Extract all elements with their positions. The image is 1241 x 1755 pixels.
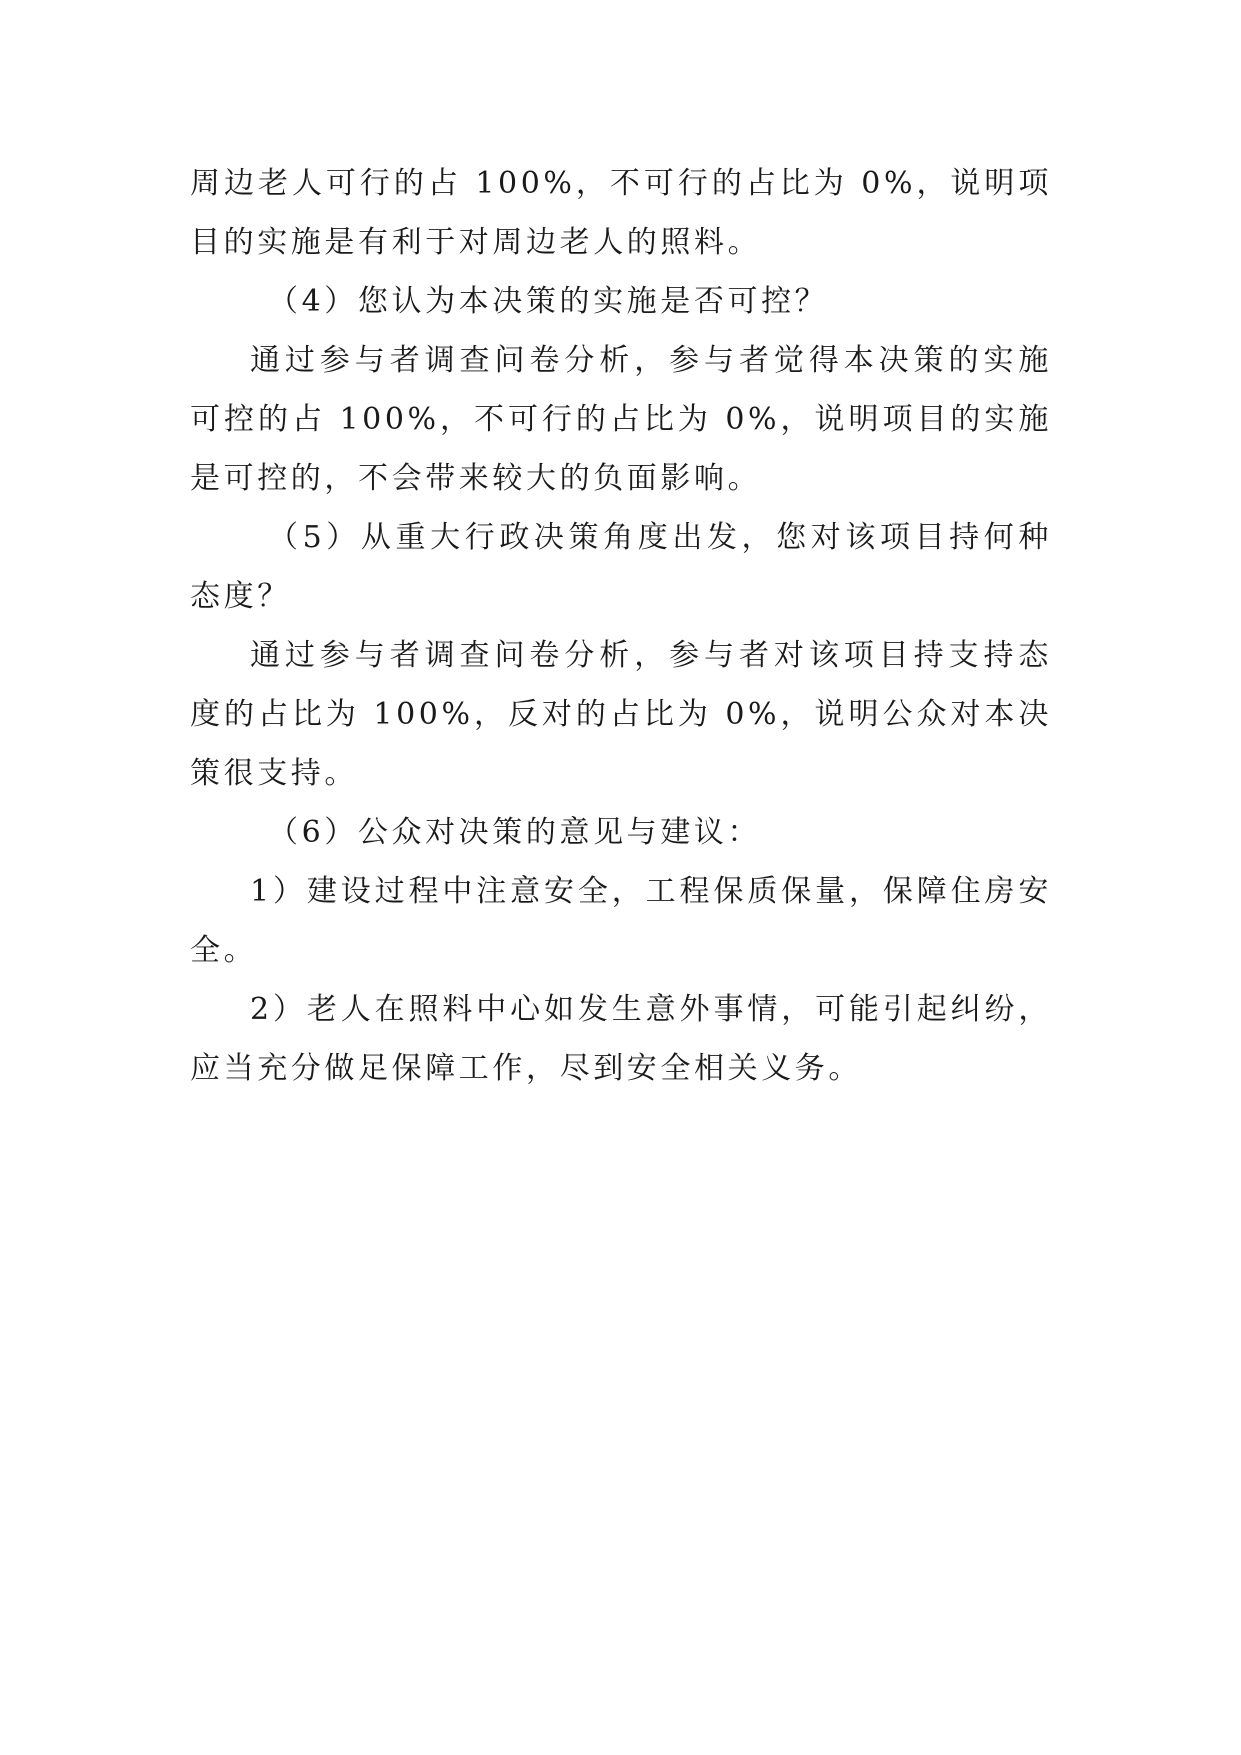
document-body xyxy=(190,154,1052,1098)
paragraph-result-care: 周边老人可行的占 100%，不可行的占比为 0%，说明项目的实施是有利于对周边老人的照料。 xyxy=(190,166,1052,260)
paragraph-result-support: 通过参与者调查问卷分析，参与者对该项目持支持态度的占比为 100%，反对的占比为 0%，说明公众对本决策很支持。 xyxy=(190,638,1052,791)
question-6-heading: （6）公众对决策的意见与建议： xyxy=(268,815,762,850)
suggestion-item-1: 1）建设过程中注意安全，工程保质保量，保障住房安全。 xyxy=(190,874,1052,968)
question-4-heading: （4）您认为本决策的实施是否可控？ xyxy=(268,284,829,319)
paragraph-result-controllable: 通过参与者调查问卷分析，参与者觉得本决策的实施可控的占 100%，不可行的占比为 0%，说明项目的实施是可控的，不会带来较大的负面影响。 xyxy=(190,343,1052,496)
question-5-heading: （5）从重大行政决策角度出发，您对该项目持何种态度？ xyxy=(190,520,1052,614)
suggestion-item-2: 2）老人在照料中心如发生意外事情，可能引起纠纷，应当充分做足保障工作，尽到安全相关义务。 xyxy=(190,992,1052,1086)
